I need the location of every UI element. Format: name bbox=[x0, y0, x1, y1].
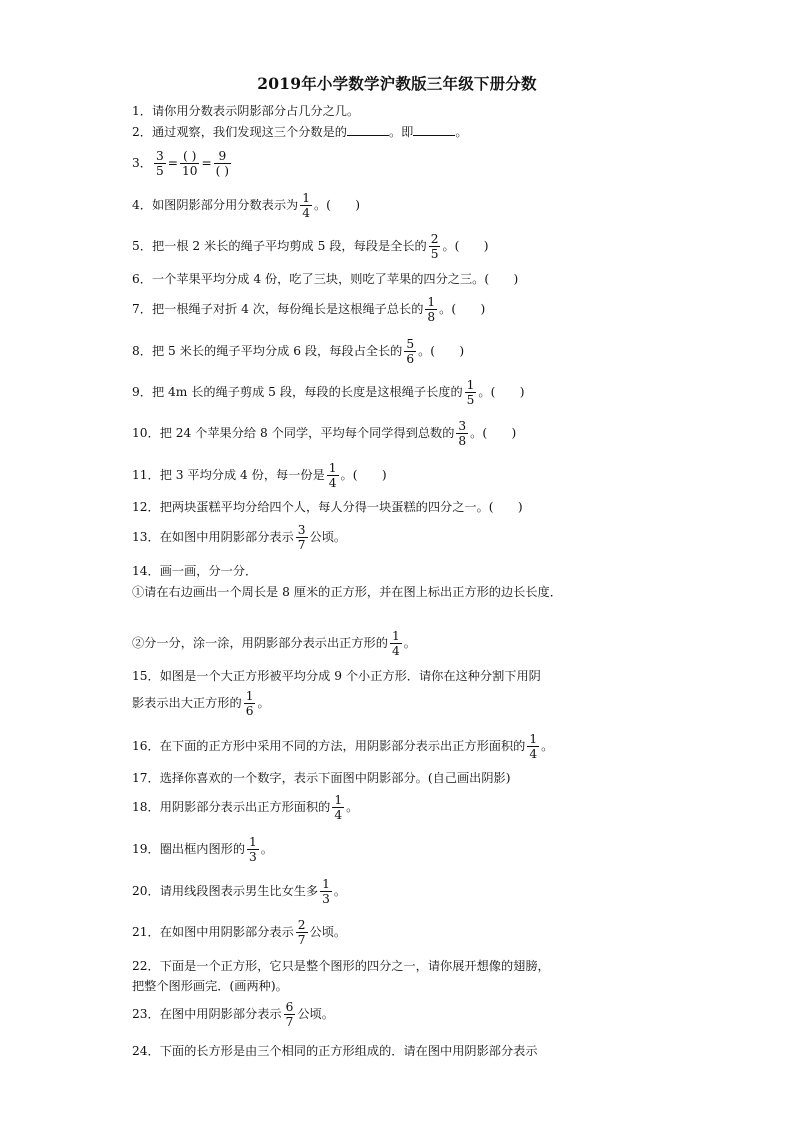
question-text: 20．请用线段图表示男生比女生多 bbox=[132, 884, 319, 898]
fraction bbox=[320, 877, 332, 906]
question-text: 4．如图阴影部分用分数表示为 bbox=[132, 198, 299, 212]
question-20 bbox=[132, 874, 672, 908]
question-text: ②分一分，涂一涂，用阴影部分表示出正方形的 bbox=[132, 636, 388, 650]
fraction bbox=[390, 629, 402, 658]
question-text-end: 。 bbox=[346, 800, 359, 814]
fraction bbox=[425, 295, 437, 324]
question-14: 14．画一画，分一分． bbox=[132, 564, 258, 578]
numerator: 3 bbox=[458, 418, 467, 433]
denominator: 4 bbox=[529, 746, 538, 761]
question-3 bbox=[132, 146, 672, 180]
answer-blank[interactable] bbox=[347, 124, 389, 136]
numerator: 1 bbox=[391, 628, 400, 643]
question-text-end: 公顷。 bbox=[309, 925, 347, 939]
denominator: ( ) bbox=[215, 163, 230, 178]
denominator: 3 bbox=[249, 849, 257, 864]
denominator: 8 bbox=[458, 433, 467, 448]
question-text: 18．用阴影部分表示出正方形面积的 bbox=[132, 800, 331, 814]
question-text: 9．把 4m 长的绳子剪成 5 段，每段的长度是这根绳子长度的 bbox=[132, 385, 463, 399]
denominator: 4 bbox=[302, 205, 310, 220]
numerator: 6 bbox=[285, 999, 294, 1014]
question-12: 12．把两块蛋糕平均分给四个人，每人分得一块蛋糕的四分之一。( ) bbox=[132, 500, 523, 514]
question-text: 16．在下面的正方形中采用不同的方法，用阴影部分表示出正方形面积的 bbox=[132, 739, 526, 753]
fraction bbox=[284, 1000, 296, 1029]
numerator: 3 bbox=[297, 522, 306, 537]
question-16 bbox=[132, 729, 672, 763]
equals-sign: = bbox=[201, 156, 212, 170]
denominator: 4 bbox=[391, 643, 400, 658]
answer-paren[interactable]: 。( ) bbox=[442, 239, 489, 253]
denominator: 5 bbox=[155, 163, 164, 178]
question-text-end: 。 bbox=[541, 739, 554, 753]
numerator: 1 bbox=[302, 190, 310, 205]
fraction bbox=[214, 149, 231, 178]
numerator: 1 bbox=[328, 460, 337, 475]
numerator: 1 bbox=[466, 377, 475, 392]
question-14-part-a: ①请在右边画出一个周长是 8 厘米的正方形，并在图上标出正方形的边长长度． bbox=[132, 585, 562, 599]
fraction bbox=[327, 461, 339, 490]
question-text: 7．把一根绳子对折 4 次，每份绳长是这根绳子总长的 bbox=[132, 302, 424, 316]
question-text-end: 。 bbox=[257, 696, 270, 710]
question-5 bbox=[132, 229, 672, 263]
fraction bbox=[244, 689, 256, 718]
fraction bbox=[404, 337, 416, 366]
question-text-end: 公顷。 bbox=[297, 1007, 334, 1021]
numerator: 1 bbox=[427, 294, 436, 309]
question-17: 17．选择你喜欢的一个数字，表示下面图中阴影部分。(自己画出阴影) bbox=[132, 771, 511, 785]
fraction bbox=[300, 191, 312, 220]
denominator: 3 bbox=[322, 891, 330, 906]
numerator: 3 bbox=[155, 148, 164, 163]
question-text: 影表示出大正方形的 bbox=[132, 696, 242, 710]
numerator: 1 bbox=[529, 731, 538, 746]
fraction bbox=[465, 378, 477, 407]
question-text-end: 公顷。 bbox=[309, 530, 347, 544]
page-title: 2019年小学数学沪教版三年级下册分数 bbox=[257, 74, 537, 93]
equals-sign: = bbox=[167, 156, 178, 170]
question-18 bbox=[132, 790, 672, 824]
answer-paren[interactable]: 。( ) bbox=[470, 426, 517, 440]
question-4 bbox=[132, 188, 672, 222]
fraction bbox=[180, 149, 200, 178]
numerator: 2 bbox=[430, 231, 439, 246]
answer-paren[interactable]: 。( ) bbox=[340, 468, 387, 482]
question-9 bbox=[132, 375, 672, 409]
denominator: 10 bbox=[181, 163, 198, 178]
numerator: 1 bbox=[249, 834, 257, 849]
fraction bbox=[332, 793, 344, 822]
q2-text-c: 。 bbox=[455, 125, 468, 139]
question-text: 13．在如图中用阴影部分表示 bbox=[132, 530, 294, 544]
question-13 bbox=[132, 520, 672, 554]
fraction bbox=[247, 835, 259, 864]
denominator: 4 bbox=[328, 475, 337, 490]
question-text: 11．把 3 平均分成 4 份，每一份是 bbox=[132, 468, 325, 482]
question-19 bbox=[132, 832, 672, 866]
numerator: 9 bbox=[218, 148, 227, 163]
question-text: 21．在如图中用阴影部分表示 bbox=[132, 925, 294, 939]
question-text: 8．把 5 米长的绳子平均分成 6 段，每段占全长的 bbox=[132, 344, 403, 358]
fraction bbox=[429, 232, 441, 261]
question-24: 24．下面的长方形是由三个相同的正方形组成的．请在图中用阴影部分表示 bbox=[132, 1044, 538, 1058]
question-23 bbox=[132, 997, 672, 1031]
question-11 bbox=[132, 458, 672, 492]
numerator: 1 bbox=[334, 792, 343, 807]
fraction bbox=[456, 419, 468, 448]
answer-paren[interactable]: 。( ) bbox=[439, 302, 486, 316]
denominator: 6 bbox=[245, 703, 254, 718]
answer-paren[interactable]: 。( ) bbox=[418, 344, 465, 358]
answer-blank[interactable] bbox=[413, 124, 455, 136]
denominator: 5 bbox=[466, 392, 475, 407]
denominator: 4 bbox=[334, 807, 343, 822]
question-6: 6．一个苹果平均分成 4 份，吃了三块，则吃了苹果的四分之三。( ) bbox=[132, 272, 519, 286]
numerator: 1 bbox=[245, 688, 254, 703]
question-text: 10．把 24 个苹果分给 8 个同学，平均每个同学得到总数的 bbox=[132, 426, 455, 440]
numerator: 2 bbox=[297, 917, 306, 932]
fraction bbox=[527, 732, 539, 761]
question-1: 1．请你用分数表示阴影部分占几分之几。 bbox=[132, 104, 360, 118]
numerator: 5 bbox=[406, 336, 415, 351]
q2-text-b: 。即 bbox=[388, 125, 414, 139]
q3-number: 3． bbox=[132, 156, 152, 170]
question-text-end: 。 bbox=[333, 884, 347, 898]
numerator: 1 bbox=[322, 876, 330, 891]
question-15-cont bbox=[132, 686, 672, 720]
question-14-part-b bbox=[132, 626, 672, 660]
answer-paren[interactable]: 。( ) bbox=[478, 385, 525, 399]
question-text-end: 。 bbox=[260, 842, 273, 856]
q2-text-a: 2．通过观察，我们发现这三个分数是的 bbox=[132, 125, 347, 139]
question-text-end: 。 bbox=[403, 636, 416, 650]
question-text: 23．在图中用阴影部分表示 bbox=[132, 1007, 282, 1021]
denominator: 5 bbox=[430, 246, 439, 261]
denominator: 7 bbox=[297, 932, 306, 947]
question-10 bbox=[132, 416, 672, 450]
denominator: 8 bbox=[427, 309, 436, 324]
question-text: 5．把一根 2 米长的绳子平均剪成 5 段，每段是全长的 bbox=[132, 239, 427, 253]
question-15: 15．如图是一个大正方形被平均分成 9 个小正方形．请你在这种分割下用阴 bbox=[132, 669, 541, 683]
question-8 bbox=[132, 334, 672, 368]
question-22-cont: 把整个图形画完．(画两种)。 bbox=[132, 979, 288, 993]
fraction bbox=[154, 149, 166, 178]
question-text: 19．圈出框内图形的 bbox=[132, 842, 246, 856]
answer-paren[interactable]: 。( ) bbox=[313, 198, 361, 212]
denominator: 7 bbox=[285, 1014, 294, 1029]
numerator: ( ) bbox=[183, 148, 197, 163]
fraction bbox=[296, 918, 308, 947]
question-7 bbox=[132, 292, 672, 326]
question-21 bbox=[132, 915, 672, 949]
fraction bbox=[296, 523, 308, 552]
question-22: 22．下面是一个正方形，它只是整个图形的四分之一，请你展开想像的翅膀， bbox=[132, 959, 550, 973]
question-2 bbox=[132, 124, 672, 140]
denominator: 7 bbox=[297, 537, 306, 552]
denominator: 6 bbox=[406, 351, 415, 366]
